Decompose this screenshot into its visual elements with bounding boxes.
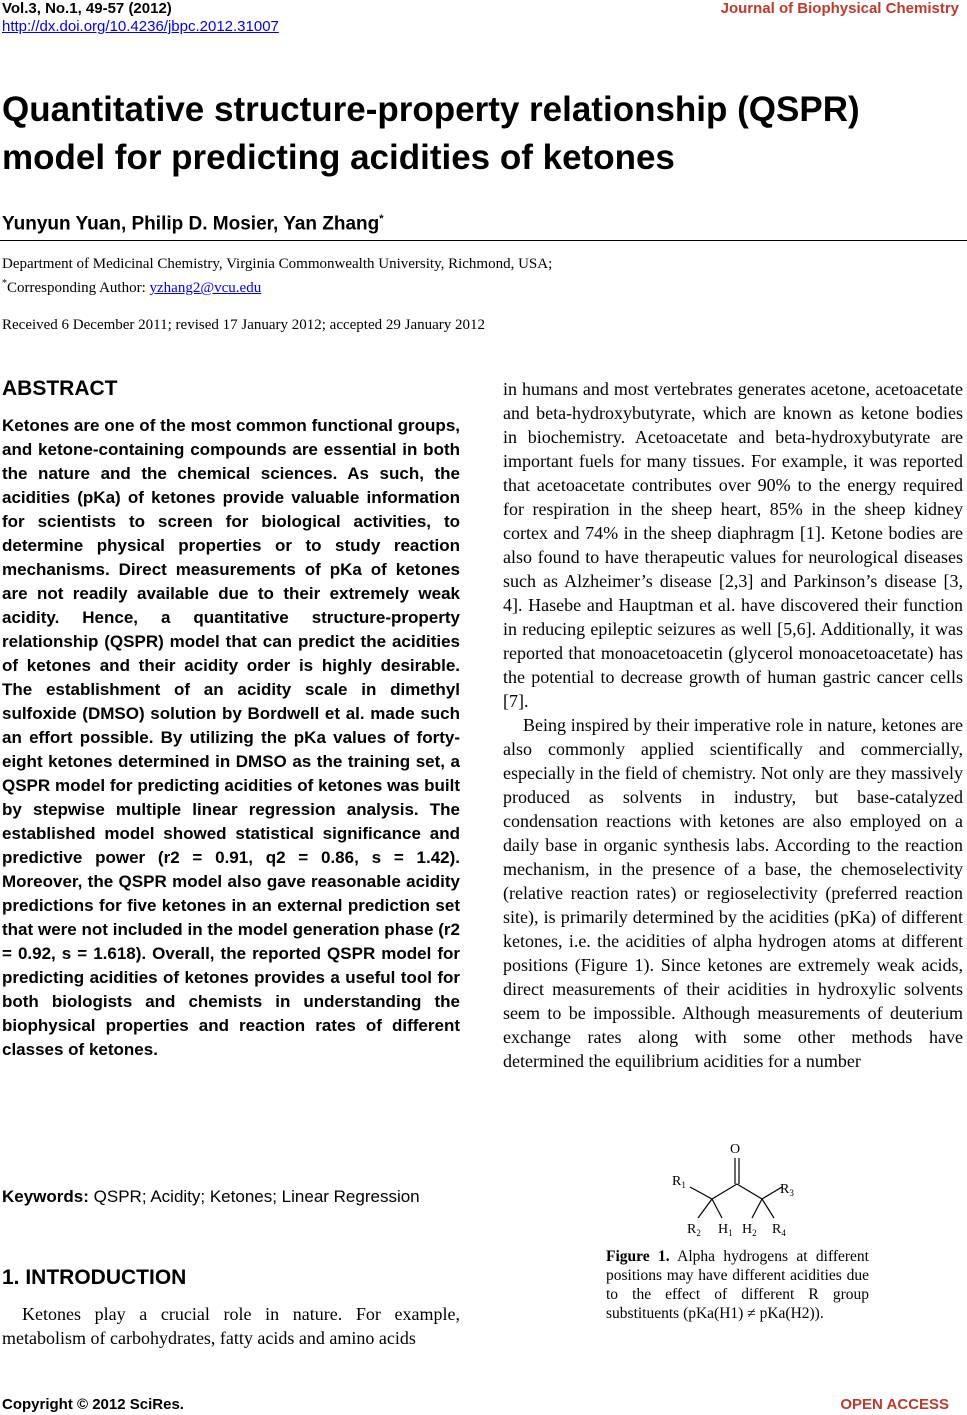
h1-label: $H_1$ (718, 1222, 733, 1238)
introduction-heading: 1. INTRODUCTION (2, 1266, 187, 1289)
copyright: Copyright © 2012 SciRes. (2, 1396, 184, 1413)
received-dates: Received 6 December 2011; revised 17 January 2012; accepted 29 January 2012 (2, 317, 486, 333)
bond-r4 (762, 1199, 774, 1218)
r3-label: $R_3$ (780, 1182, 794, 1198)
title-divider (0, 240, 967, 241)
bond-r3 (762, 1187, 782, 1199)
keywords (2, 1185, 460, 1209)
author-list (2, 213, 384, 235)
corresponding-author (2, 274, 261, 298)
intro-paragraph: Ketones play a crucial role in nature. For example, metabolism of carbohydrates, fatty acids and amino acids (2, 1304, 460, 1348)
doi-link[interactable]: http://dx.doi.org/10.4236/jbpc.2012.31007 (2, 18, 279, 35)
ketone-structure-figure (660, 1138, 800, 1238)
bond-left (712, 1184, 737, 1199)
abstract-text: Ketones are one of the most common functional groups, and ketone-containing compounds are essential in both the nature and the chemical sciences. As such, the acidities (pKa) of ketones provide valuable information for scientists to screen for biological activities, to determine physical properties or to study reaction mechanisms. Direct measurements of pKa of ketones are not readily available due to their extremely weak acidity. Hence, a quantitative structure-property relationship (QSPR) model that can predict the acidities of ketones and their acidity order is highly desirable. The establishment of an acidity scale in dimethyl sulfoxide (DMSO) solution by Bordwell et al. made such an effort possible. By utilizing the pKa values of forty-eight ketones determined in DMSO as the training set, a QSPR model for predicting acidities of ketones was built by stepwise multiple linear regression analysis. The established model showed statistical significance and predictive power (r2 = 0.91, q2 = 0.86, s = 1.42). Moreover, the QSPR model also gave reasonable acidity predictions for five ketones in an external prediction set that were not included in the model generation phase (r2 = 0.92, s = 1.618). Overall, the reported QSPR model for predicting acidities of ketones provides a useful tool for both biologists and chemists in understanding the biophysical properties and reaction rates of different classes of ketones. (2, 416, 460, 1059)
author-mark: * (379, 213, 384, 225)
article-title: Quantitative structure-property relationship (QSPR) model for predicting acidities of ketones (2, 90, 860, 177)
right-column-body (503, 377, 963, 1073)
keywords-label: Keywords: (2, 1187, 89, 1206)
figure-caption (606, 1247, 869, 1323)
oxygen-label: O (730, 1142, 741, 1157)
journal-name: Journal of Biophysical Chemistry (720, 0, 959, 17)
bond-r2 (698, 1199, 712, 1218)
keywords-text: QSPR; Acidity; Ketones; Linear Regression (88, 1187, 420, 1206)
authors-text: Yunyun Yuan, Philip D. Mosier, Yan Zhang (2, 213, 380, 235)
r2-label: $R_2$ (687, 1222, 701, 1238)
volume-info: Vol.3, No.1, 49-57 (2012) (2, 0, 172, 17)
paragraph-2: Being inspired by their imperative role in nature, ketones are also commonly applied scientifically and commercially, especially in the field of chemistry. Not only are they massively produced as solvents in industry, but base-catalyzed condensation reactions with ketones are also employed on a daily base in organic synthesis labs. According to the reaction mechanism, in the presence of a base, the chemoselectivity (relative reaction rates) or regioselectivity (preferred reaction site), is primarily determined by the acidities (pKa) of different ketones, i.e. the acidities of alpha hydrogen atoms at different positions (Figure 1). Since ketones are extremely weak acids, direct measurements of their acidities in hydroxylic solvents seem to be impossible. Although measurements of deuterium exchange rates along with some other methods have determined the equilibrium acidities for a number (503, 715, 963, 1071)
r1-label: $R_1$ (672, 1174, 686, 1190)
affiliation: Department of Medicinal Chemistry, Virginia Commonwealth University, Richmond, USA; (2, 256, 553, 272)
bond-h2 (752, 1199, 762, 1218)
bond-right (737, 1184, 762, 1199)
caption-text: Alpha hydrogens at different positions may have different acidities due to the effect of different R group substituents (pKa(H1) ≠ pKa(H2)). (606, 1248, 869, 1322)
corr-label: Corresponding Author: (7, 280, 150, 296)
abstract-heading: ABSTRACT (2, 377, 118, 400)
corr-mark: * (2, 278, 7, 289)
h2-label: $H_2$ (742, 1222, 757, 1238)
paragraph-1: in humans and most vertebrates generates acetone, acetoacetate and beta-hydroxybutyrate, which are known as ketone bodies in biochemistry. Acetoacetate and beta-hydroxybutyrate are important fuels for many tissues. For example, it was reported that acetoacetate contributes over 90% to the energy required for respiration in the sheep heart, 85% in the sheep kidney cortex and 74% in the sheep diaphragm [1]. Ketone bodies are also found to have therapeutic values for neurological diseases such as Alzheimer’s disease [2,3] and Parkinson’s disease [3, 4]. Hasebe and Hauptman et al. have discovered their function in reducing epileptic seizures as well [5,6]. Additionally, it was reported that monoacetoacetin (glycerol monoacetoacetate) has the potential to decrease growth of human gastric cancer cells [7]. (503, 379, 963, 711)
open-access-label: OPEN ACCESS (840, 1396, 949, 1413)
bond-h1 (712, 1199, 722, 1218)
caption-label: Figure 1. (606, 1248, 670, 1265)
introduction-text (2, 1302, 460, 1350)
r4-label: $R_4$ (772, 1222, 786, 1238)
email-link[interactable]: yzhang2@vcu.edu (149, 280, 262, 296)
bond-r1 (690, 1187, 712, 1199)
